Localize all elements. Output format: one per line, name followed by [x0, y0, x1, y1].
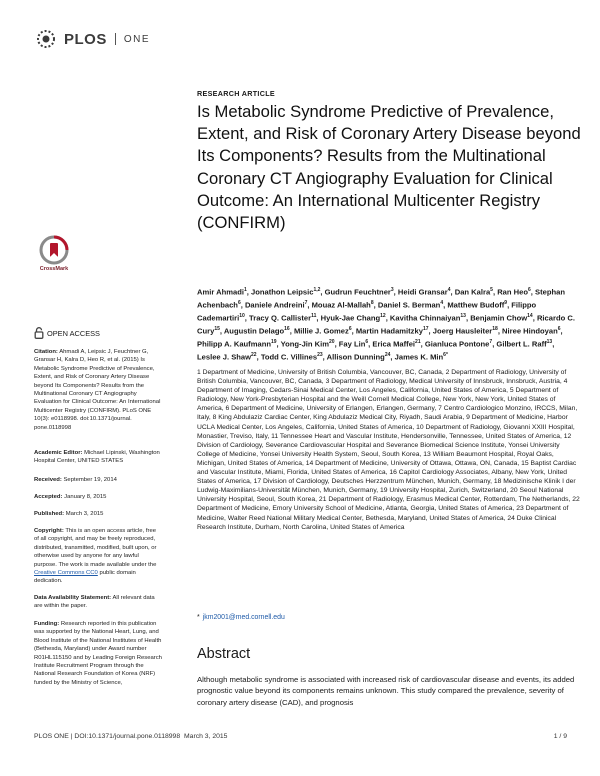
author-affiliation-ref: 4 [447, 287, 451, 293]
cc0-link[interactable]: Creative Commons CC0 [34, 570, 98, 577]
open-access-label: OPEN ACCESS [47, 328, 100, 338]
author-name: Dan Kalra [454, 287, 491, 297]
author-name: Daniele Andreini [244, 300, 305, 310]
academic-editor [34, 449, 162, 466]
author-affiliation-ref: 12 [380, 312, 386, 319]
author-affiliation-ref: 7 [489, 338, 493, 345]
logo-divider [115, 33, 116, 45]
author-name: Heidi Gransar [397, 287, 448, 297]
author-name: Fay Lin [338, 339, 366, 349]
author-affiliation-ref: 8 [370, 299, 374, 306]
author-name: Erica Maffei [372, 339, 416, 349]
footer-doi: DOI:10.1371/journal.pone.0118998 [74, 733, 181, 740]
editor-label: Academic Editor: [34, 450, 83, 456]
data-text: All relevant data are within the paper. [34, 595, 155, 610]
open-access-badge [34, 327, 100, 339]
accepted-date [34, 493, 162, 501]
affiliations: 1 Department of Medicine, University of British Columbia, Vancouver, BC, Canada, 2 Department of Radiology, University of British Columbia, Vancouver, BC, Canada, 3 Department of Radiology, Medical University of Innsbruck, Innsbruck, Austria, 4 Department of Imaging, Cedars-Sinai Medical Center, Los Angeles, California, United States of America, 5 Department of Radiology, New York-Presbyterian Hospital and the Weill Cornell Medical College, New York, New York, United States of America, 6 Department of Medicine, University of Erlangen, Erlangen, Germany, 7 Centro Cardiologico Monzino, IRCCS, Milan, Italy, 8 King Abdulaziz Cardiac Center, King Abdulaziz Medical City, Riyadh, Saudi Arabia, 9 Department of Medicine, Harbor UCLA Medical Center, Los Angeles, California, United States of America, 10 Department of Radiology, Giovanni XXIII Hospital, Monastier, Treviso, Italy, 11 Tennessee Heart and Vascular Institute, Hendersonville, Tennessee, United States of America, 12 Division of Cardiology, Severance Cardiovascular Hospital and Severance Biomedical Science Institute, Yonsei University College of Medicine, Yonsei University Health System, Seoul, South Korea, 13 William Beaumont Hospital, Royal Oaks, Michigan, United States of America, 14 Department of Medicine, University of Ottawa, Ottawa, ON, Canada, 15 Baptist Cardiac and Vascular Institute, Miami, Florida, United States of America, 16 Capitol Cardiology Associates, Albany, New York, United States of America, 17 Division of Cardiology, Deutsches Herzzentrum München, Munich, Germany, 18 Medizinische Klinik I der Ludwig-Maximilians-Universität München, Munich, Germany, 19 University Hospital, Zurich, Switzerland, 20 Seoul National University Hospital, Seoul, South Korea, 21 Department of Radiology, Erasmus Medical Center, Rotterdam, The Netherlands, 22 Department of Medicine, Emory University School of Medicine, Atlanta, Georgia, United States of America, 23 Department of Medicine, Walter Reed National Military Medical Center, Bethesda, Maryland, United States of America, 24 Duke Clinical Research Institute, Durham, North Carolina, United States of America [197, 369, 580, 531]
open-lock-icon [34, 327, 44, 339]
author-name: Leslee J. Shaw [197, 352, 252, 362]
footer-journal: PLOS ONE [34, 733, 69, 740]
footer-left: PLOS ONE | DOI:10.1371/journal.pone.0118998 March 3, 2015 [34, 733, 228, 740]
published-label: Published: [34, 511, 65, 517]
author-name: Yong-Jin Kim [280, 339, 329, 349]
copyright-tail: public domain dedication. [34, 570, 136, 585]
author-name: Mouaz Al-Mallah [311, 300, 371, 310]
article-type: RESEARCH ARTICLE [197, 89, 276, 98]
author-name: Joerg Hausleiter [432, 326, 493, 336]
editor-text: Michael Lipinski, Washington Hospital Center, UNITED STATES [34, 450, 160, 465]
author-affiliation-ref: 23 [317, 351, 323, 358]
funding-text: Research reported in this publication was supported by the National Heart, Lung, and Blood Institute of the National Institutes of Health (Bethesda, Maryland) under Award number R01HL115150 and by Leading Foreign Research Institute Recruitment Program through the National Research Foundation of Korea (NRF) funded by the Ministry of Science, [34, 621, 162, 686]
author-name: Philipp A. Kaufmann [197, 339, 271, 349]
accepted-label: Accepted: [34, 494, 63, 500]
published-date [34, 510, 162, 518]
author-name: Augustin Delago [223, 326, 285, 336]
crossmark-label: CrossMark [39, 266, 69, 272]
received-label: Received: [34, 477, 62, 483]
author-affiliation-ref: 22 [251, 351, 257, 358]
author-name: Niree Hindoyan [502, 326, 558, 336]
author-name: Tracy Q. Callister [249, 313, 312, 323]
author-name: Todd C. Villines [260, 352, 318, 362]
author-affiliation-ref: 16 [284, 325, 290, 332]
author-affiliation-ref: 14 [527, 312, 533, 319]
author-name: Stephan Achenbach [197, 287, 565, 310]
plos-logo-icon [34, 28, 58, 50]
brand-name: PLOS [64, 30, 107, 48]
funding-label: Funding: [34, 621, 60, 627]
author-name: Matthew Budoff [447, 300, 505, 310]
received-text: September 19, 2014 [63, 477, 117, 483]
author-affiliation-ref: 6 [557, 325, 561, 332]
author-affiliation-ref: 6 [528, 287, 531, 293]
copyright-block [34, 527, 162, 586]
author-name: Gianluca Pontone [424, 339, 490, 349]
author-affiliation-ref: 6 [237, 299, 241, 306]
author-affiliation-ref: 6 [348, 325, 352, 332]
page-number: 1 / 9 [553, 733, 567, 740]
author-affiliation-ref: 9 [504, 299, 508, 306]
author-name: Allison Dunning [326, 352, 385, 362]
journal-name: ONE [123, 33, 151, 45]
citation-text: Ahmadi A, Leipsic J, Feuchtner G, Gransar H, Kalra D, Heo R, et al. (2015) Is Metabolic Syndrome Predictive of Prevalence, Extent, and Risk of Coronary Artery Disease beyond Its Components? Results from the Multinational Coronary CT Angiography Evaluation for Clinical Outcome: An International Multicenter Registry (CONFIRM). PLoS ONE 10(3): e0118998. doi:10.1371/journal. pone.0118998 [34, 349, 161, 431]
citation-block [34, 348, 162, 432]
author-affiliation-ref: 1 [243, 287, 247, 293]
abstract-text: Although metabolic syndrome is associated with increased risk of cardiovascular disease and events, its added prognostic value beyond its components remains unknown. This study compared the prevalence, severity of coronary artery disease (CAD), and prognosis [197, 675, 575, 707]
author-affiliation-ref: 24 [384, 351, 391, 358]
author-affiliation-ref: 21 [415, 338, 421, 345]
accepted-text: January 8, 2015 [64, 494, 107, 500]
received-date [34, 476, 162, 484]
author-affiliation-ref: 4 [440, 299, 444, 306]
author-name: Ricardo C. Cury [197, 313, 575, 336]
abstract-heading: Abstract [197, 646, 251, 662]
crossmark-badge[interactable] [37, 235, 71, 272]
author-name: Martin Hadamitzky [355, 326, 423, 336]
funding-block [34, 620, 162, 687]
author-affiliation-ref: 18 [492, 325, 498, 332]
author-name: Millie J. Gomez [293, 326, 349, 336]
author-affiliation-ref: 5 [490, 287, 493, 293]
author-affiliation-ref: 3 [390, 287, 394, 293]
data-label: Data Availability Statement: [34, 595, 112, 601]
author-affiliation-ref: 20 [329, 338, 335, 345]
author-name: Jonathon Leipsic [251, 287, 314, 297]
author-name: Daniel S. Berman [377, 300, 441, 310]
author-affiliation-ref: 19 [270, 338, 277, 345]
author-name: Amir Ahmadi [197, 287, 244, 297]
author-name: Benjamin Chow [470, 313, 528, 323]
author-name: Filippo Cademartiri [197, 300, 537, 323]
published-text: March 3, 2015 [65, 511, 104, 517]
author-name: James K. Min [394, 352, 444, 362]
email-link[interactable]: jkm2001@med.cornell.edu [202, 614, 285, 621]
author-name: Gudrun Feuchtner [324, 287, 391, 297]
author-affiliation-ref: 11 [311, 312, 317, 319]
author-affiliation-ref: 1,2 [313, 287, 321, 293]
author-affiliation-ref: 15 [214, 325, 220, 332]
citation-label: Citation: [34, 349, 58, 355]
author-name: Hyuk-Jae Chang [320, 313, 381, 323]
author-name: Kavitha Chinnaiyan [389, 313, 461, 323]
article-title: Is Metabolic Syndrome Predictive of Prevalence, Extent, and Risk of Coronary Artery Disease beyond Its Components? Results from the Multinational Coronary CT Angiography Evaluation for Clinical Outcome: An International Multicenter Registry (CONFIRM) [197, 102, 581, 233]
page-footer [34, 733, 567, 740]
copyright-text: This is an open access article, free of all copyright, and may be freely reproduced, distributed, transmitted, modified, built upon, or otherwise used by anyone for any lawful purpose. The work is made available under the [34, 528, 157, 568]
author-affiliation-ref: 7 [304, 299, 308, 306]
footer-date: March 3, 2015 [184, 733, 228, 740]
author-affiliation-ref: 6* [443, 351, 448, 358]
author-affiliation-ref: 17 [422, 325, 429, 332]
author-name: Ran Heo [497, 287, 528, 297]
crossmark-icon [39, 235, 69, 265]
corresponding-email [197, 614, 285, 621]
author-list: Amir Ahmadi$^1$, Jonathon Leipsic$^{1,2}$, Gudrun Feuchtner$^3$, Heidi Gransar$^4$, Dan Kalra$^5$, Ran Heo$^6$, Stephan Achenbach$^6$, Daniele Andreini$^7$, Mouaz Al-Mallah$^8$, Daniel S. Berman$^4$, Matthew Budoff$^9$, Filippo Cademartiri$^{10}$, Tracy Q. Callister$^{11}$, Hyuk-Jae Chang$^{12}$, Kavitha Chinnaiyan$^{13}$, Benjamin Chow$^{14}$, Ricardo C. Cury$^{15}$, Augustin Delago$^{16}$, Millie J. Gomez$^6$, Martin Hadamitzky$^{17}$, Joerg Hausleiter$^{18}$, Niree Hindoyan$^6$, Philipp A. Kaufmann$^{19}$, Yong-Jin Kim$^{20}$, Fay Lin$^6$, Erica Maffei$^{21}$, Gianluca Pontone$^7$, Gilbert L. Raff$^{13}$, Leslee J. Shaw$^{22}$, Todd C. Villines$^{23}$, Allison Dunning$^{24}$, James K. Min$^{6*}$ [197, 287, 575, 362]
author-affiliation-ref: 13 [546, 338, 553, 345]
author-name: Gilbert L. Raff [496, 339, 547, 349]
plos-one-logo [34, 28, 150, 50]
author-affiliation-ref: 13 [460, 312, 466, 319]
author-affiliation-ref: 10 [239, 312, 245, 319]
author-affiliation-ref: 6 [365, 338, 369, 345]
corresponding-marker: * [197, 614, 200, 621]
data-availability [34, 594, 162, 611]
copyright-label: Copyright: [34, 528, 64, 534]
